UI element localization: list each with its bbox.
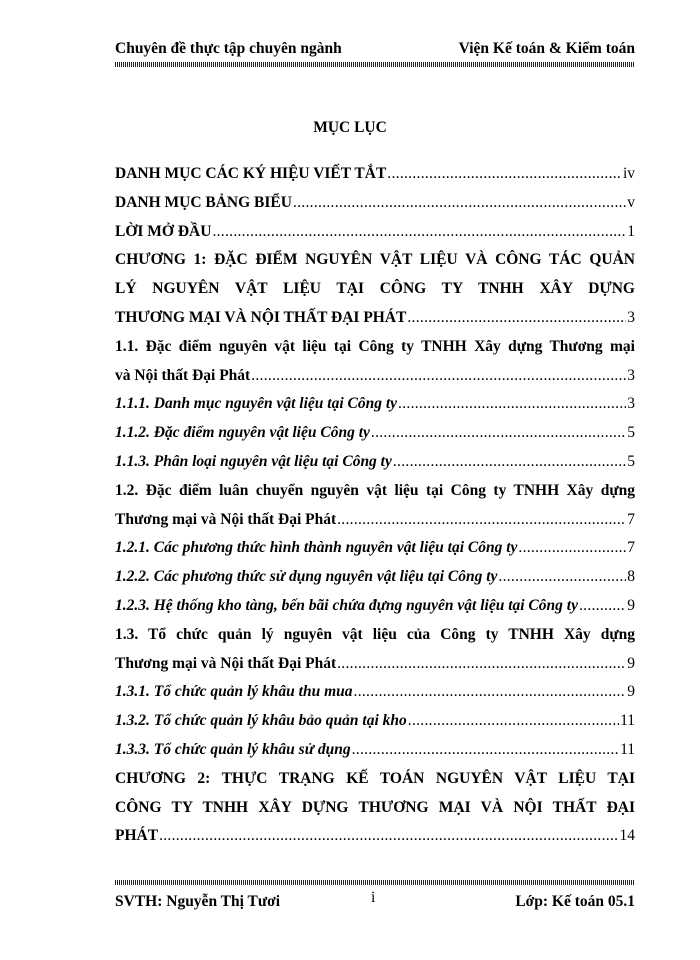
toc-entry-section-1-1-2[interactable] (115, 419, 635, 448)
toc-entry-line: CÔNG TY TNHH XÂY DỰNG THƯƠNG MẠI VÀ NỘI THẤT ĐẠI (115, 798, 635, 816)
toc-page-number: v (627, 193, 635, 211)
toc-entry-label: DANH MỤC BẢNG BIỂU (115, 193, 292, 211)
toc-page-number: 9 (627, 683, 635, 701)
toc-entry-line: LÝ NGUYÊN VẬT LIỆU TẠI CÔNG TY TNHH XÂY DỰNG (115, 280, 635, 298)
toc-entry-label: 1.2.1. Các phương thức hình thành nguyên vật liệu tại Công ty (115, 539, 518, 557)
toc-entry-label: 1.1.3. Phân loại nguyên vật liệu tại Công ty (115, 452, 392, 470)
toc-page-number: 11 (620, 740, 635, 758)
header-institute: Viện Kế toán & Kiểm toán (458, 40, 635, 57)
toc-leader-dots (393, 448, 626, 477)
toc-entry-label: DANH MỤC CÁC KÝ HIỆU VIẾT TẮT (115, 165, 387, 182)
toc-entry-abbreviations[interactable] (115, 160, 635, 189)
toc-leader-dots (212, 218, 626, 247)
footer-page-number: i (371, 889, 376, 906)
toc-entry-introduction[interactable] (115, 218, 635, 247)
toc-entry-line: CHƯƠNG 1: ĐẶC ĐIỂM NGUYÊN VẬT LIỆU VÀ CÔNG TÁC QUẢN (115, 251, 635, 269)
toc-entry-chapter-2[interactable] (115, 765, 635, 851)
toc-entry-line: 1.3. Tổ chức quản lý nguyên vật liệu của Công ty TNHH Xây dựng (115, 625, 635, 643)
toc-entry-label: PHÁT (115, 827, 159, 845)
toc-entry-section-1-2-2[interactable] (115, 563, 635, 592)
toc-entry-label: 1.1.2. Đặc điểm nguyên vật liệu Công ty (115, 424, 370, 442)
header-rule (115, 62, 635, 67)
toc-entry-section-1-1[interactable] (115, 333, 635, 391)
toc-leader-dots (337, 650, 626, 679)
toc-leader-dots (293, 189, 626, 218)
toc-page-number: 8 (627, 568, 635, 586)
toc-leader-dots (398, 390, 626, 419)
footer-rule (115, 880, 635, 885)
toc-page-number: 7 (627, 539, 635, 557)
toc-leader-dots (408, 707, 619, 736)
toc-entry-section-1-2-3[interactable] (115, 592, 635, 621)
toc-leader-dots (518, 534, 626, 563)
toc-entry-label: Thương mại và Nội thất Đại Phát (115, 654, 337, 672)
toc-entry-label: THƯƠNG MẠI VÀ NỘI THẤT ĐẠI PHÁT (115, 308, 407, 326)
toc-entry-line: 1.1. Đặc điểm nguyên vật liệu tại Công ty TNHH Xây dựng Thương mại (115, 337, 635, 355)
toc-entry-section-1-3-2[interactable] (115, 707, 635, 736)
toc-leader-dots (498, 563, 626, 592)
toc-leader-dots (352, 736, 619, 765)
toc-page-number: 3 (627, 366, 635, 384)
toc-leader-dots (579, 592, 626, 621)
toc-entry-label: 1.1.1. Danh mục nguyên vật liệu tại Công ty (115, 395, 398, 413)
toc-leader-dots (407, 304, 626, 333)
toc-page-number: 3 (627, 395, 635, 413)
toc-page-number: iv (622, 165, 635, 182)
toc-entry-label: 1.3.3. Tổ chức quản lý khâu sử dụng (115, 740, 351, 758)
page-header (115, 40, 635, 62)
toc-entry-section-1-3[interactable] (115, 621, 635, 679)
toc-entry-section-1-3-1[interactable] (115, 678, 635, 707)
toc-entry-tables[interactable] (115, 189, 635, 218)
toc-leader-dots (354, 678, 627, 707)
toc-entry-section-1-2-1[interactable] (115, 534, 635, 563)
footer-student: SVTH: Nguyễn Thị Tươi (115, 893, 281, 910)
toc-leader-dots (251, 362, 626, 391)
toc-entry-section-1-3-3[interactable] (115, 736, 635, 765)
toc-entry-label: 1.3.2. Tổ chức quản lý khâu bảo quản tại kho (115, 712, 407, 730)
toc-page-number: 3 (627, 308, 635, 326)
toc-entry-label: LỜI MỞ ĐẦU (115, 222, 212, 240)
toc-entry-section-1-1-1[interactable] (115, 390, 635, 419)
page-footer (115, 889, 635, 915)
header-course: Chuyên đề thực tập chuyên ngành (115, 40, 342, 57)
toc-page-number: 7 (627, 510, 635, 528)
toc-page-number: 5 (627, 424, 635, 442)
toc-page-number: 11 (620, 712, 635, 730)
toc-leader-dots (337, 506, 626, 535)
table-of-contents (115, 160, 635, 851)
toc-page-number: 1 (627, 222, 635, 240)
page-title: MỤC LỤC (313, 119, 387, 136)
toc-leader-dots (159, 822, 618, 851)
toc-leader-dots (387, 160, 622, 189)
toc-entry-label: 1.3.1. Tổ chức quản lý khâu thu mua (115, 683, 353, 701)
toc-entry-label: 1.2.3. Hệ thống kho tàng, bến bãi chứa đựng nguyên vật liệu tại Công ty (115, 596, 578, 614)
toc-page-number: 5 (627, 452, 635, 470)
toc-entry-chapter-1[interactable] (115, 246, 635, 332)
toc-page-number: 9 (627, 596, 635, 614)
toc-page-number: 14 (619, 827, 635, 845)
toc-entry-label: 1.2.2. Các phương thức sử dụng nguyên vật liệu tại Công ty (115, 568, 498, 586)
toc-leader-dots (371, 419, 626, 448)
toc-entry-section-1-1-3[interactable] (115, 448, 635, 477)
footer-class: Lớp: Kế toán 05.1 (515, 893, 635, 910)
toc-entry-label: Thương mại và Nội thất Đại Phát (115, 510, 337, 528)
toc-page-number: 9 (627, 654, 635, 672)
toc-entry-label: và Nội thất Đại Phát (115, 366, 251, 384)
toc-entry-section-1-2[interactable] (115, 477, 635, 535)
toc-entry-line: CHƯƠNG 2: THỰC TRẠNG KẾ TOÁN NGUYÊN VẬT LIỆU TẠI (115, 769, 635, 787)
toc-entry-line: 1.2. Đặc điểm luân chuyển nguyên vật liệu tại Công ty TNHH Xây dựng (115, 481, 635, 499)
